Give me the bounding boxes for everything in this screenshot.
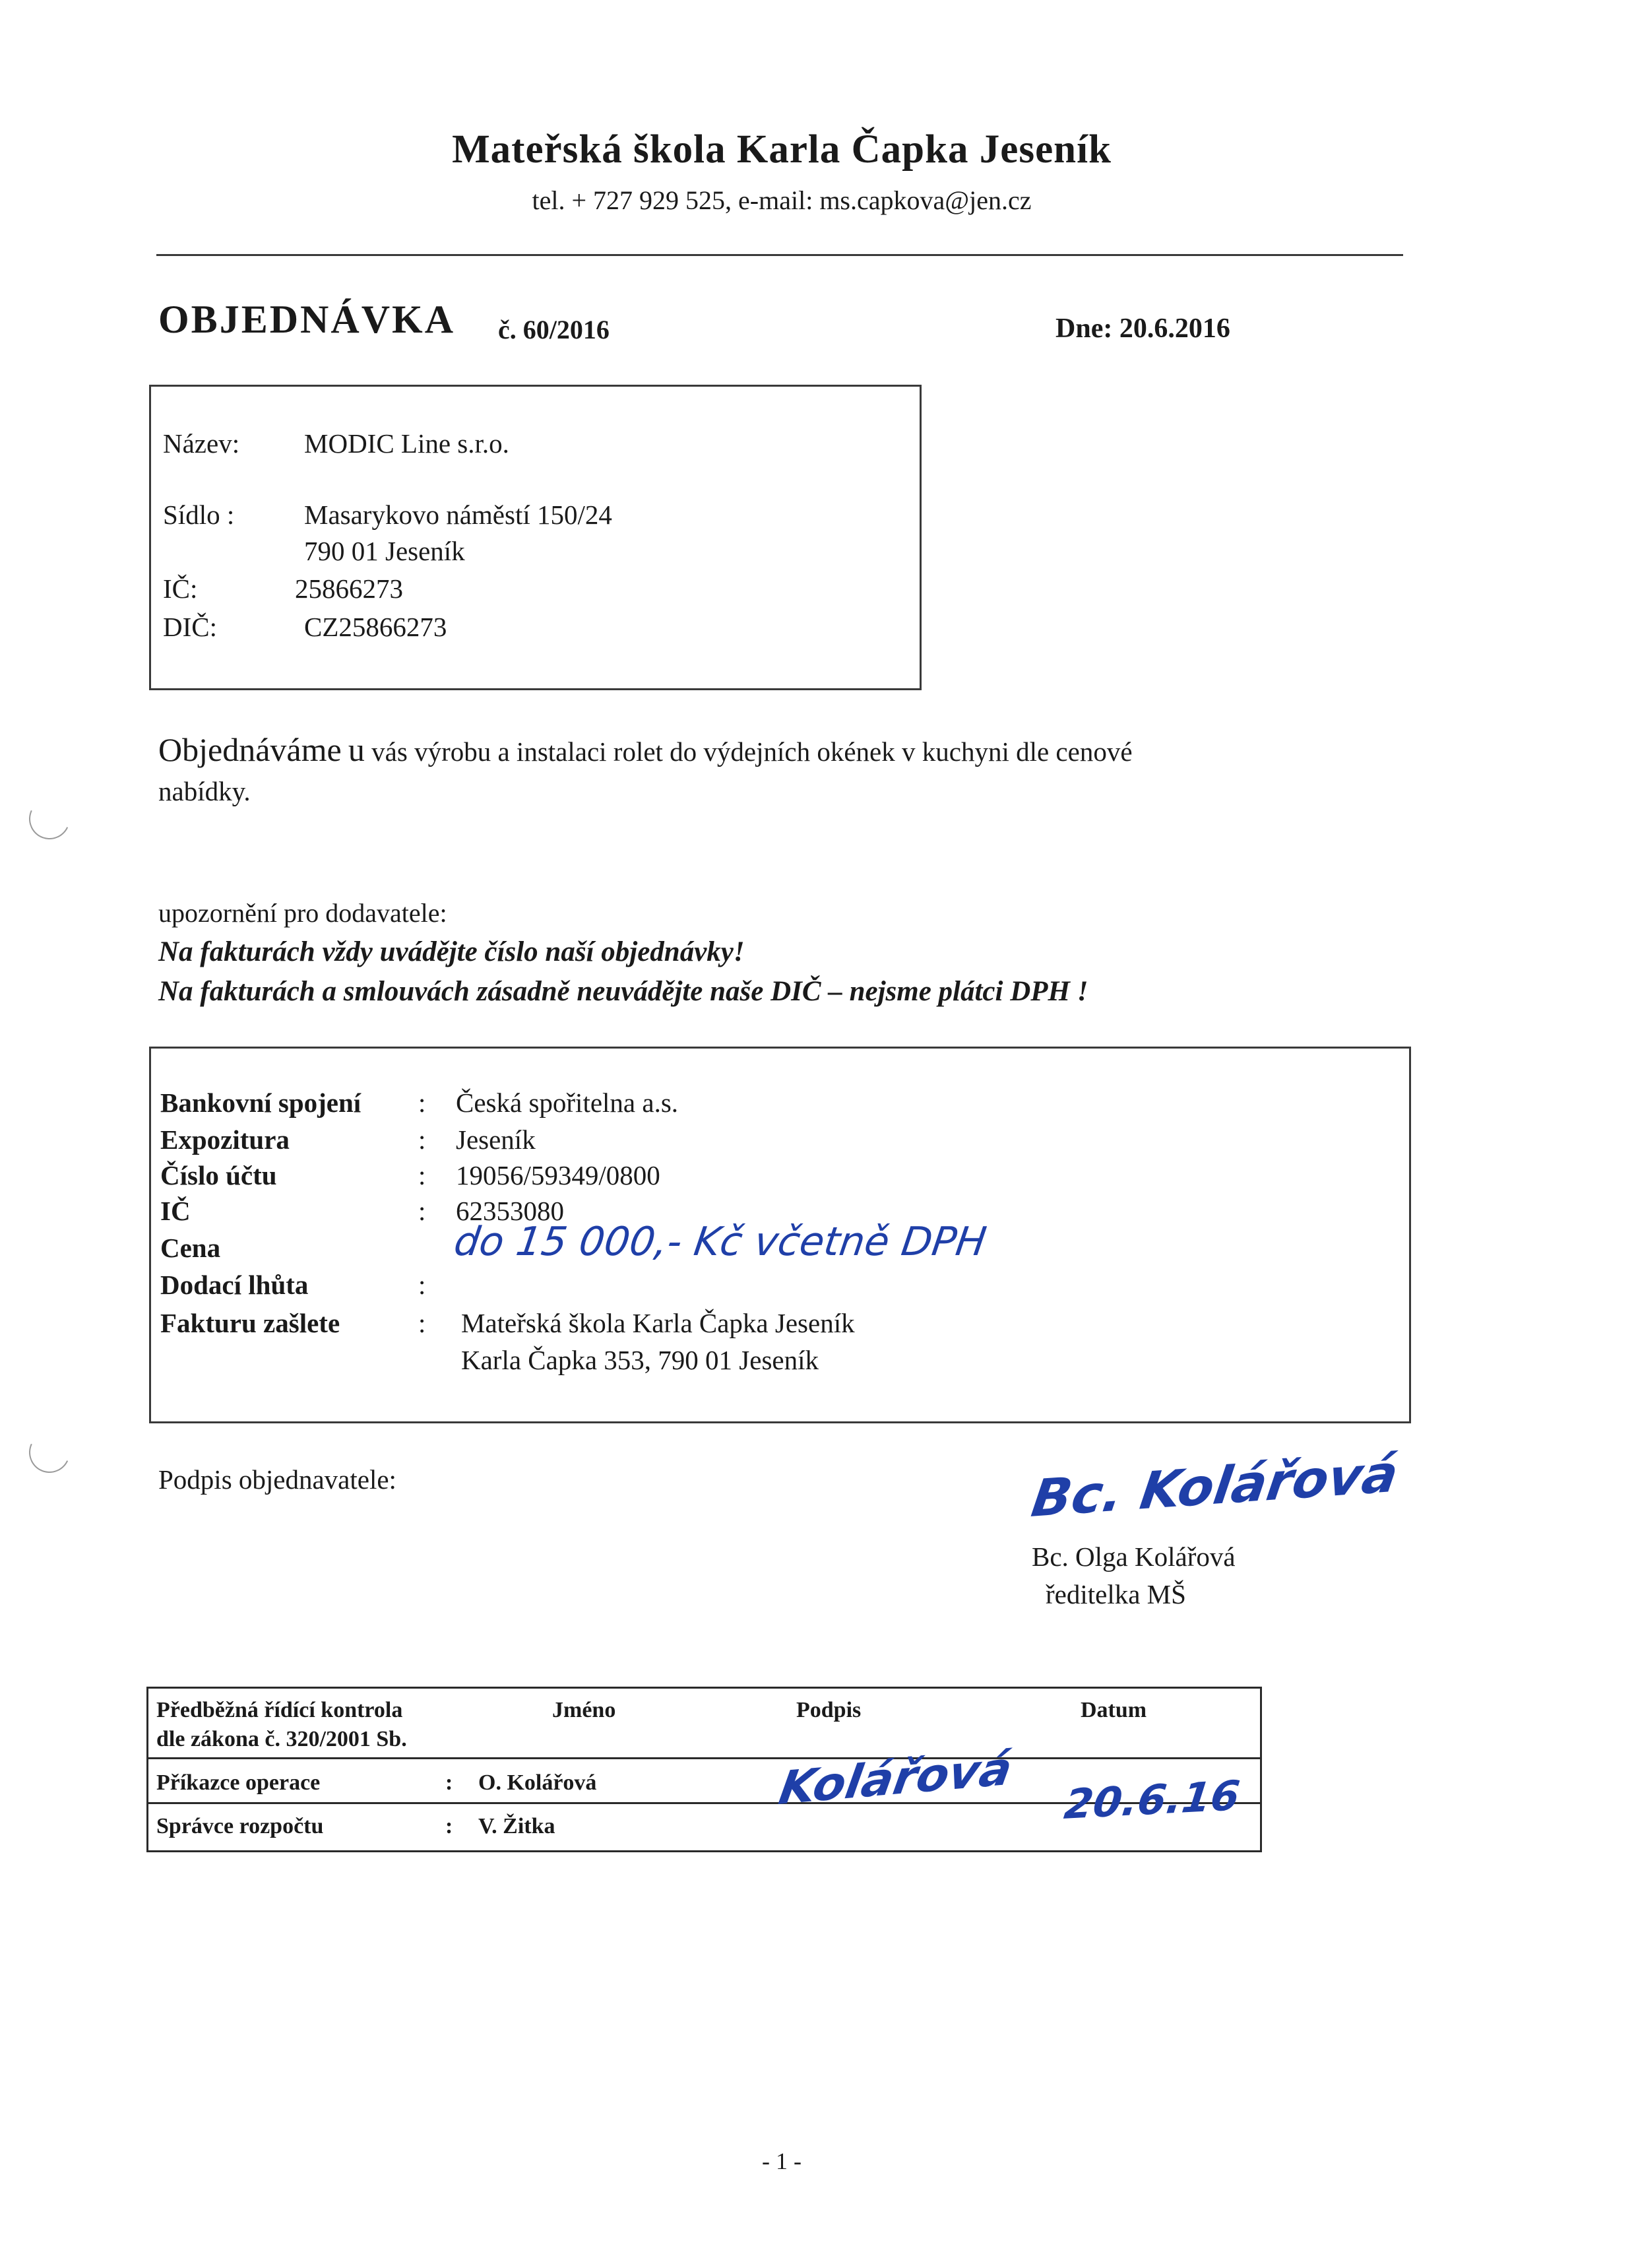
- bank-colon: :: [418, 1270, 426, 1300]
- bank-label-price: Cena: [160, 1233, 221, 1263]
- handwritten-signature: Bc. Kolářová: [1028, 1444, 1402, 1529]
- bank-label-delivery: Dodací lhůta: [160, 1270, 309, 1300]
- control-title-line2: dle zákona č. 320/2001 Sb.: [156, 1727, 407, 1751]
- supplier-ic-label: IČ:: [163, 573, 198, 604]
- order-date: Dne: 20.6.2016: [1055, 313, 1230, 344]
- order-text-u: u: [348, 731, 365, 768]
- control-table: [146, 1687, 1262, 1852]
- signature-label: Podpis objednavatele:: [158, 1464, 396, 1495]
- bank-colon: :: [418, 1160, 426, 1190]
- order-text-line2: nabídky.: [158, 776, 251, 806]
- order-text-line1: vás výrobu a instalaci rolet do výdejních okének v kuchyni dle cenové: [371, 736, 1133, 767]
- handwritten-control-date: 20.6.16: [1061, 1771, 1243, 1829]
- school-name: Mateřská škola Karla Čapka Jeseník: [452, 127, 1112, 172]
- supplier-seat-line2: 790 01 Jeseník: [304, 536, 465, 566]
- bank-value-invoice-line1: Mateřská škola Karla Čapka Jeseník: [461, 1308, 855, 1338]
- order-text: [158, 730, 1399, 811]
- signer-name: Bc. Olga Kolářová: [1032, 1541, 1236, 1572]
- bank-colon: :: [418, 1124, 426, 1155]
- warning-line2: Na fakturách a smlouvách zásadně neuvádějte naše DIČ – nejsme plátci DPH !: [158, 976, 1088, 1007]
- control-divider: [148, 1757, 1260, 1759]
- header-divider: [156, 254, 1403, 256]
- supplier-seat-line1: Masarykovo náměstí 150/24: [304, 500, 612, 530]
- bank-label-connection: Bankovní spojení: [160, 1087, 362, 1118]
- control-col-name: Jméno: [552, 1698, 616, 1722]
- bank-label-account: Číslo účtu: [160, 1160, 277, 1190]
- control-colon: :: [445, 1814, 453, 1838]
- handwritten-price: do 15 000,- Kč včetně DPH: [451, 1219, 990, 1265]
- bank-colon: :: [418, 1308, 426, 1338]
- school-contact: tel. + 727 929 525, e-mail: ms.capkova@jen.cz: [532, 185, 1032, 215]
- punch-hole-bottom: [23, 1426, 75, 1478]
- supplier-ic: 25866273: [295, 573, 403, 604]
- control-row1-name: O. Kolářová: [478, 1770, 597, 1795]
- control-col-sign: Podpis: [796, 1698, 862, 1722]
- bank-box: [149, 1047, 1411, 1423]
- supplier-dic: CZ25866273: [304, 612, 447, 642]
- control-row2-label: Správce rozpočtu: [156, 1814, 324, 1838]
- control-row2-name: V. Žitka: [478, 1814, 555, 1838]
- order-text-lead: Objednáváme: [158, 731, 342, 768]
- supplier-dic-label: DIČ:: [163, 612, 217, 642]
- control-title-line1: Předběžná řídící kontrola: [156, 1698, 403, 1722]
- order-number: č. 60/2016: [498, 315, 610, 344]
- bank-colon: :: [418, 1196, 426, 1226]
- supplier-box: [149, 385, 922, 690]
- supplier-name: MODIC Line s.r.o.: [304, 428, 509, 459]
- punch-hole-top: [23, 793, 75, 845]
- warning-line1: Na fakturách vždy uvádějte číslo naší objednávky!: [158, 936, 745, 967]
- supplier-seat-label: Sídlo :: [163, 500, 235, 530]
- warning-title: upozornění pro dodavatele:: [158, 898, 447, 928]
- control-col-date: Datum: [1081, 1698, 1147, 1722]
- signer-role: ředitelka MŠ: [1046, 1579, 1186, 1609]
- bank-value-invoice-line2: Karla Čapka 353, 790 01 Jeseník: [461, 1345, 819, 1375]
- bank-value-branch: Jeseník: [456, 1124, 536, 1155]
- bank-label-invoice: Fakturu zašlete: [160, 1308, 340, 1338]
- bank-colon: :: [418, 1087, 426, 1118]
- control-colon: :: [445, 1770, 453, 1795]
- page-number: - 1 -: [762, 2148, 802, 2174]
- bank-label-ic: IČ: [160, 1196, 191, 1226]
- bank-label-branch: Expozitura: [160, 1124, 290, 1155]
- handwritten-control-signature: Kolářová: [775, 1741, 1016, 1815]
- supplier-name-label: Název:: [163, 428, 240, 459]
- order-title: OBJEDNÁVKA: [158, 298, 456, 341]
- control-row1-label: Příkazce operace: [156, 1770, 321, 1795]
- bank-value-connection: Česká spořitelna a.s.: [456, 1087, 679, 1118]
- bank-value-ic: 62353080: [456, 1196, 564, 1226]
- bank-value-account: 19056/59349/0800: [456, 1160, 660, 1190]
